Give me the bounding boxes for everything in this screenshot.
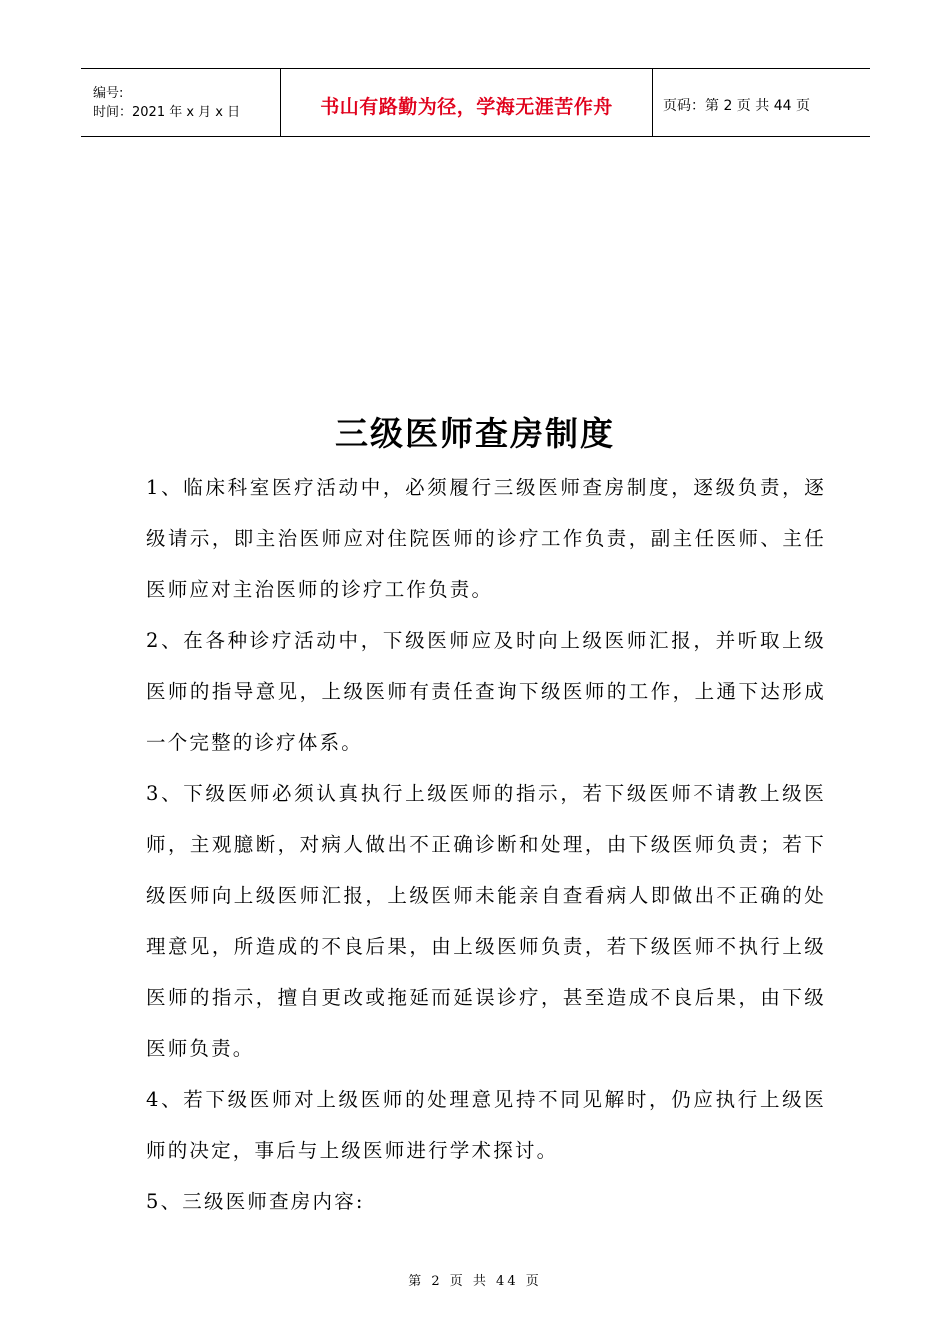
paragraph-5: 5、三级医师查房内容: — [146, 1190, 365, 1213]
number-label: 编号: — [93, 85, 124, 101]
page-footer: 第 2 页 共 44 页 — [408, 1274, 542, 1289]
document-title: 三级医师查房制度 — [335, 414, 615, 453]
paragraph-4: 4、若下级医师对上级医师的处理意见持不同见解时，仍应执行上级医师的决定，事后与上级医师进行学术探讨。 — [146, 1088, 826, 1162]
header-motto-cell — [281, 69, 653, 136]
paragraph-3: 3、下级医师必须认真执行上级医师的指示，若下级医师不请教上级医师，主观臆断，对病人做出不正确诊断和处理，由下级医师负责；若下级医师向上级医师汇报，上级医师未能亲自查看病人即做出不正确的处理意见，所造成的不良后果，由上级医师负责，若下级医师不执行上级医师的指示，擅自更改或拖延而延误诊疗，甚至造成不良后果，由下级医师负责。 — [146, 782, 826, 1060]
document-body — [146, 462, 826, 1227]
header-page-cell — [653, 69, 870, 136]
header-meta — [81, 69, 281, 136]
document-header — [81, 68, 870, 137]
page-info: 页码：第 2 页 共 44 页 — [663, 97, 810, 114]
paragraph-2: 2、在各种诊疗活动中，下级医师应及时向上级医师汇报，并听取上级医师的指导意见，上级医师有责任查询下级医师的工作，上通下达形成一个完整的诊疗体系。 — [146, 629, 826, 754]
paragraph-1: 1、临床科室医疗活动中，必须履行三级医师查房制度，逐级负责，逐级请示，即主治医师应对住院医师的诊疗工作负责，副主任医师、主任医师应对主治医师的诊疗工作负责。 — [146, 476, 826, 601]
motto-text: 书山有路勤为径，学海无涯苦作舟 — [320, 96, 613, 118]
date-line: 时间：2021 年 x 月 x 日 — [93, 104, 241, 120]
